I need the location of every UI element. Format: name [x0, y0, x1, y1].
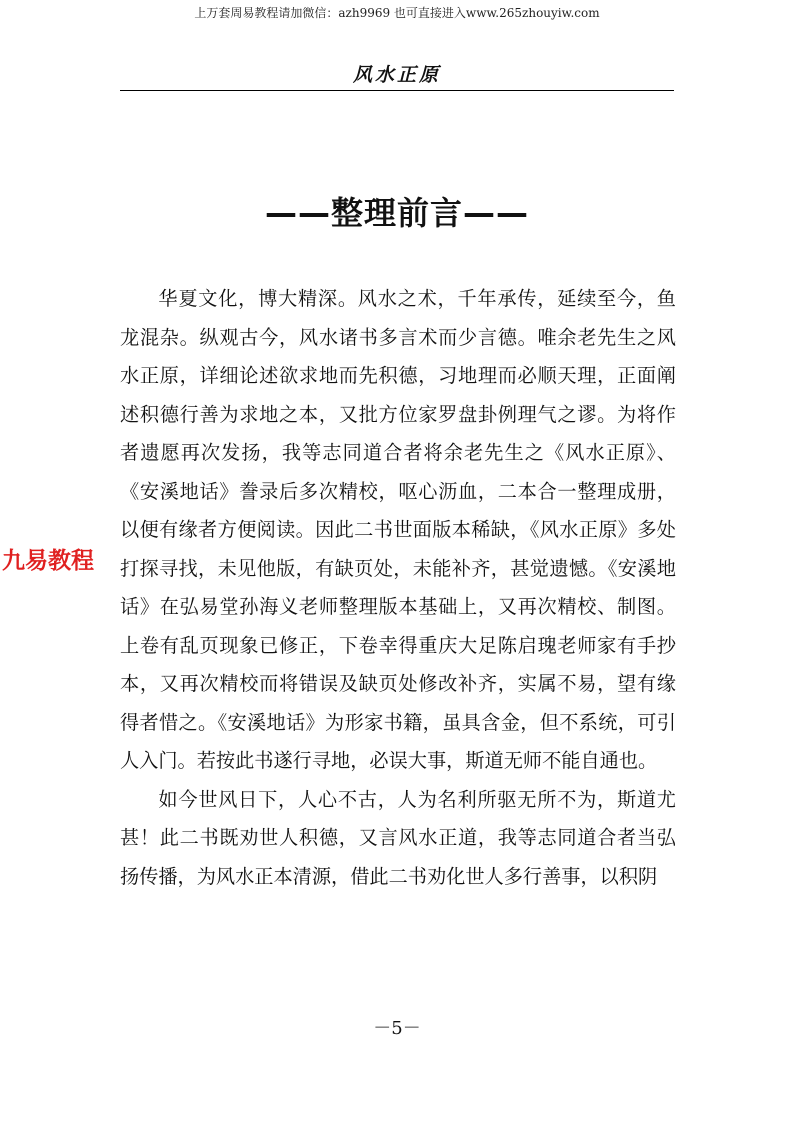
- running-header-title: 风水正原: [352, 64, 441, 86]
- watermark-label: 九易教程: [2, 548, 94, 574]
- paragraph-1: 华夏文化，博大精深。风水之术，千年承传，延续至今，鱼龙混杂。纵观古今，风水诸书多言术而少言德。唯余老先生之风水正原，详细论述欲求地而先积德，习地理而必顺天理，正面阐述积德行善为求地之本，又批方位家罗盘卦例理气之谬。为将作者遗愿再次发扬，我等志同道合者将余老先生之《风水正原》、《安溪地话》誊录后多次精校，呕心沥血，二本合一整理成册，以便有缘者方便阅读。因此二书世面版本稀缺，《风水正原》多处打探寻找，未见他版，有缺页处，未能补齐，甚觉遗憾。《安溪地话》在弘易堂孙海义老师整理版本基础上，又再次精校、制图。上卷有乱页现象已修正，下卷幸得重庆大足陈启瑰老师家有手抄本，又再次精校而将错误及缺页处修改补齐，实属不易，望有缘得者惜之。《安溪地话》为形家书籍，虽具含金，但不系统，可引人入门。若按此书遂行寻地，必误大事，斯道无师不能自通也。: [120, 287, 676, 772]
- header-rule: [120, 90, 674, 91]
- chapter-title: ——整理前言——: [264, 194, 529, 232]
- page-number: －5－: [373, 1018, 421, 1039]
- body-text: [120, 280, 676, 896]
- top-notice: 上万套周易教程请加微信：azh9969 也可直接进入www.265zhouyiw.com: [194, 6, 600, 20]
- paragraph-2: 如今世风日下，人心不古，人为名利所驱无所不为，斯道尤甚！此二书既劝世人积德，又言风水正道，我等志同道合者当弘扬传播，为风水正本清源，借此二书劝化世人多行善事，以积阴: [120, 787, 676, 888]
